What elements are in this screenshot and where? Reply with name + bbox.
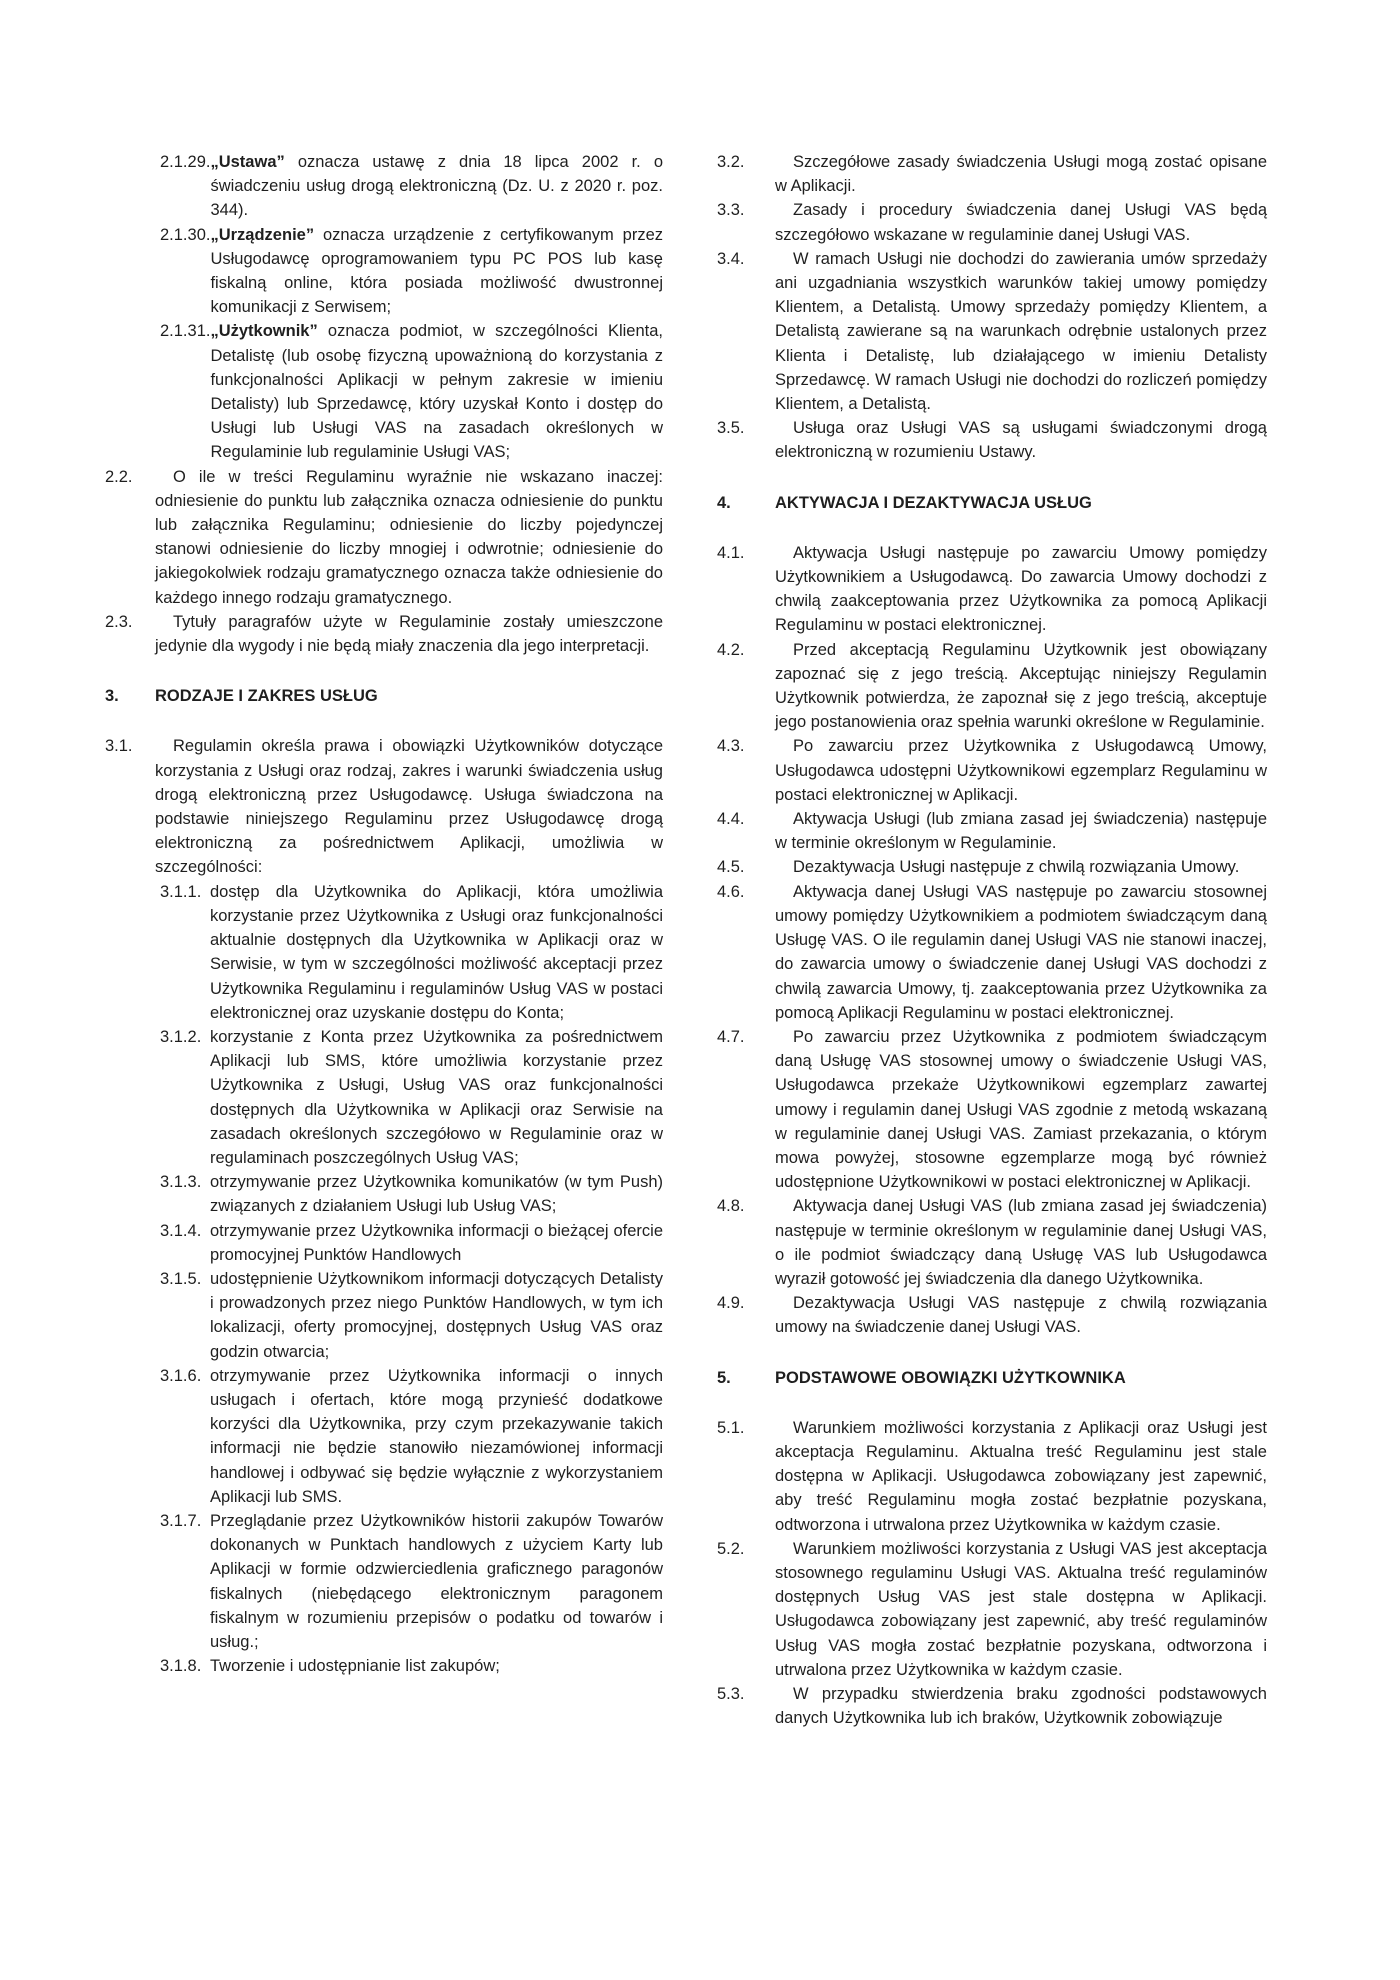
clause-number: 3.1.1. xyxy=(160,882,202,901)
section-heading-row xyxy=(105,684,663,708)
clause-number: 4.8. xyxy=(717,1197,745,1216)
clause-text: O ile w treści Regulaminu wyraźnie nie wskazano inaczej: odniesienie do punktu lub załącznika oznacza odniesienie do punktu lub załącznika Regulaminu; odniesienie do liczby pojedynczej stanowi odniesienie do liczby mnogiej i odwrotnie; odniesienie do jakiegokolwiek rodzaju gramatycznego oznacza także odniesienie do każdego innego rodzaju gramatycznego. xyxy=(155,467,663,607)
clause-row xyxy=(717,1025,1267,1194)
clause-text: W ramach Usługi nie dochodzi do zawierania umów sprzedaży ani uzgadniania wszystkich warunków takiej umowy pomiędzy Klientem, a Detalistą. Umowy sprzedaży pomiędzy Klientem, a Detalistą zawierane są na warunkach odrębnie ustalonych przez Klienta i Detalistę, lub działającego w imieniu Detalisty Sprzedawcę. W ramach Usługi nie dochodzi do rozliczeń pomiędzy Klientem, a Detalistą. xyxy=(775,249,1267,414)
clause-row xyxy=(717,198,1267,246)
clause-row xyxy=(717,734,1267,807)
clause-text: Dezaktywacja Usługi następuje z chwilą rozwiązania Umowy. xyxy=(793,858,1240,877)
clause-text: „Użytkownik” oznacza podmiot, w szczególności Klienta, Detalistę (lub osobę fizyczną upoważnioną do korzystania z funkcjonalności Aplikacji w pełnym zakresie w imieniu Detalisty) lub Sprzedawcę, który uzyskał Konto i dostęp do Usługi lub Usługi VAS na zasadach określonych w Regulaminie lub regulaminie Usługi VAS; xyxy=(210,322,663,462)
clause-text: korzystanie z Konta przez Użytkownika za pośrednictwem Aplikacji lub SMS, które umożliwia korzystanie przez Użytkownika z Usługi, Usług VAS oraz funkcjonalności dostępnych dla Użytkownika w Aplikacji oraz Serwisie na zasadach określonych szczegółowo w Regulaminie oraz w regulaminach poszczególnych Usług VAS; xyxy=(210,1027,663,1167)
section-heading-row xyxy=(717,491,1267,515)
clause-number: 3.1.4. xyxy=(160,1221,202,1240)
clause-row xyxy=(160,1364,663,1509)
clause-row xyxy=(160,150,663,223)
clause-number: 2.2. xyxy=(105,467,133,486)
clause-text: W przypadku stwierdzenia braku zgodności podstawowych danych Użytkownika lub ich braków, Użytkownik zobowiązuje xyxy=(775,1684,1267,1728)
clause-number: 3.2. xyxy=(717,153,745,171)
clause-number: 5.2. xyxy=(717,1539,745,1558)
clause-number: 3.1.2. xyxy=(160,1027,202,1046)
clause-row xyxy=(160,1219,663,1267)
clause-number: 4.6. xyxy=(717,882,745,901)
clause-number: 4.5. xyxy=(717,858,745,877)
clause-text: Warunkiem możliwości korzystania z Aplikacji oraz Usługi jest akceptacja Regulaminu. Aktualna treść Regulaminu jest stale dostępna w Aplikacji. Usługodawca zobowiązany jest zapewnić, aby treść Regulaminu mogła zostać bezpłatnie pozyskana, odtworzona i utrwalona przez Użytkownika w każdym czasie. xyxy=(775,1418,1267,1534)
clause-number: 3.4. xyxy=(717,249,745,268)
clause-number: 2.1.29. xyxy=(160,153,211,171)
clause-row xyxy=(717,1682,1267,1730)
clause-text: Dezaktywacja Usługi VAS następuje z chwilą rozwiązania umowy na świadczenie danej Usługi VAS. xyxy=(775,1294,1267,1337)
clause-row xyxy=(105,734,663,879)
clause-number: 5.3. xyxy=(717,1684,745,1703)
clause-text: Warunkiem możliwości korzystania z Usługi VAS jest akceptacja stosownego regulaminu Usługi VAS. Aktualna treść regulaminów dostępnych Usług VAS jest stale dostępna w Aplikacji. Usługodawca zobowiązany jest zapewnić, aby treść regulaminów Usług VAS mogła zostać bezpłatnie pozyskana, odtworzona i utrwalona przez Użytkownika w każdym czasie. xyxy=(775,1539,1267,1679)
clause-row xyxy=(717,880,1267,1025)
clause-row xyxy=(160,223,663,320)
clause-text: Po zawarciu przez Użytkownika z Usługodawcą Umowy, Usługodawca udostępni Użytkownikowi egzemplarz Regulaminu w postaci elektronicznej w Aplikacji. xyxy=(775,737,1267,804)
clause-row xyxy=(717,150,1267,198)
clause-text: „Urządzenie” oznacza urządzenie z certyfikowanym przez Usługodawcę oprogramowaniem typu PC POS lub kasę fiskalną online, która posiada możliwość dwustronnej komunikacji z Serwisem; xyxy=(210,225,663,317)
clause-text: Przed akceptacją Regulaminu Użytkownik jest obowiązany zapoznać się z jego treścią. Akceptując niniejszy Regulamin Użytkownik potwierdza, że zapoznał się z jego treścią, akceptuje jego postanowienia oraz spełnia warunki określone w Regulaminie. xyxy=(775,640,1267,732)
clause-number: 3.1.6. xyxy=(160,1366,202,1385)
section-number: 5. xyxy=(717,1368,731,1387)
clause-text: Aktywacja Usługi następuje po zawarciu Umowy pomiędzy Użytkownikiem a Usługodawcą. Do zawarcia Umowy dochodzi z chwilą zaakceptowania przez Użytkownika za pomocą Aplikacji Regulaminu w postaci elektronicznej. xyxy=(775,543,1267,635)
clause-text: Regulamin określa prawa i obowiązki Użytkowników dotyczące korzystania z Usługi oraz rodzaj, zakres i warunki świadczenia usług drogą elektroniczną przez Usługodawcę. Usługa świadczona na podstawie niniejszego Regulaminu przez Usługodawcę drogą elektroniczną za pośrednictwem Aplikacji, umożliwia w szczególności: xyxy=(155,737,663,877)
clause-row xyxy=(717,1537,1267,1682)
clause-row xyxy=(160,1509,663,1654)
clause-number: 2.1.31. xyxy=(160,322,211,341)
clause-number: 3.3. xyxy=(717,201,745,220)
section-number: 4. xyxy=(717,493,731,512)
clause-number: 3.5. xyxy=(717,419,745,438)
clause-text: Tytuły paragrafów użyte w Regulaminie zostały umieszczone jedynie dla wygody i nie będą miały znaczenia dla jego interpretacji. xyxy=(155,612,663,656)
clause-row xyxy=(717,807,1267,855)
clause-text: udostępnienie Użytkownikom informacji dotyczących Detalisty i prowadzonych przez niego Punktów Handlowych, w tym ich lokalizacji, oferty promocyjnej, dostępnych Usług VAS oraz godzin otwarcia; xyxy=(210,1269,663,1361)
clause-text: otrzymywanie przez Użytkownika informacji o bieżącej ofercie promocyjnej Punktów Handlowych xyxy=(210,1221,663,1264)
clause-number: 3.1.3. xyxy=(160,1173,202,1192)
clause-text: Po zawarciu przez Użytkownika z podmiotem świadczącym daną Usługę VAS stosownej umowy o świadczenie Usługi VAS, Usługodawca przekaże Użytkownikowi egzemplarz zawartej umowy i regulamin danej Usługi VAS zgodnie z metodą wskazaną w regulaminie danej Usługi VAS. Zamiast przekazania, o którym mowa powyżej, stosowne egzemplarze mogą być również udostępnione Użytkownikowi w postaci elektronicznej w Aplikacji. xyxy=(775,1027,1267,1192)
clause-text: Aktywacja Usługi (lub zmiana zasad jej świadczenia) następuje w terminie określonym w Regulaminie. xyxy=(775,810,1267,853)
clause-row xyxy=(717,541,1267,638)
section-heading: RODZAJE I ZAKRES USŁUG xyxy=(155,687,378,706)
clause-text: Szczegółowe zasady świadczenia Usługi mogą zostać opisane w Aplikacji. xyxy=(775,153,1267,196)
clause-text: „Ustawa” oznacza ustawę z dnia 18 lipca 2002 r. o świadczeniu usług drogą elektroniczną (Dz. U. z 2020 r. poz. 344). xyxy=(210,153,663,220)
clause-number: 4.9. xyxy=(717,1294,745,1313)
clause-number: 3.1. xyxy=(105,737,133,756)
clause-row xyxy=(105,465,663,610)
defined-term: „Ustawa” xyxy=(210,153,285,171)
clause-row xyxy=(160,1267,663,1364)
clause-number: 4.4. xyxy=(717,810,745,829)
clause-row xyxy=(717,416,1267,464)
clause-row xyxy=(160,880,663,1025)
clause-text: Tworzenie i udostępnianie list zakupów; xyxy=(210,1657,500,1676)
defined-term: „Użytkownik” xyxy=(210,322,318,341)
clause-text: Aktywacja danej Usługi VAS następuje po zawarciu stosownej umowy pomiędzy Użytkownikiem a podmiotem świadczącym daną Usługę VAS. O ile regulamin danej Usługi VAS nie stanowi inaczej, do zawarcia umowy o świadczenie danej Usługi VAS dochodzi z chwilą zawarcia Umowy, tj. zaakceptowania przez Użytkownika za pomocą Aplikacji Regulaminu w postaci elektronicznej. xyxy=(775,882,1267,1022)
column-right xyxy=(717,150,1267,1730)
clause-row xyxy=(160,1025,663,1170)
clause-text: Zasady i procedury świadczenia danej Usługi VAS będą szczegółowo wskazane w regulaminie danej Usługi VAS. xyxy=(775,201,1267,244)
clause-number: 3.1.5. xyxy=(160,1269,202,1288)
clause-number: 2.1.30. xyxy=(160,225,211,244)
clause-row xyxy=(160,1170,663,1218)
clause-number: 4.7. xyxy=(717,1027,745,1046)
clause-text: otrzymywanie przez Użytkownika informacji o innych usługach i ofertach, które mogą przynieść dodatkowe korzyści dla Użytkownika, przy czym przekazywanie takich informacji nie będzie stanowiło niezamówionej informacji handlowej i odbywać się będzie wyłącznie z wykorzystaniem Aplikacji lub SMS. xyxy=(210,1366,663,1506)
clause-row xyxy=(717,855,1267,879)
column-left xyxy=(105,150,663,1678)
clause-row xyxy=(105,610,663,658)
clause-text: Aktywacja danej Usługi VAS (lub zmiana zasad jej świadczenia) następuje w terminie określonym w regulaminie danej Usługi VAS, o ile podmiot świadczący daną Usługę VAS lub Usługodawca wyraził gotowość jej świadczenia dla danego Użytkownika. xyxy=(775,1197,1267,1288)
clause-number: 4.1. xyxy=(717,543,745,562)
clause-row xyxy=(160,319,663,464)
section-heading: PODSTAWOWE OBOWIĄZKI UŻYTKOWNIKA xyxy=(775,1368,1126,1387)
clause-number: 3.1.8. xyxy=(160,1657,202,1676)
clause-row xyxy=(160,1654,663,1678)
clause-row xyxy=(717,1291,1267,1339)
section-heading-row xyxy=(717,1366,1267,1390)
clause-text: Przeglądanie przez Użytkowników historii zakupów Towarów dokonanych w Punktach handlowych z użyciem Karty lub Aplikacji w formie odzwierciedlenia graficznego paragonów fiskalnych (niebędącego elektronicznym paragonem fiskalnym w rozumieniu przepisów o podatku od towarów i usług.; xyxy=(210,1511,663,1651)
clause-row xyxy=(717,247,1267,416)
clause-number: 4.2. xyxy=(717,640,745,659)
clause-number: 4.3. xyxy=(717,737,745,756)
section-number: 3. xyxy=(105,687,119,706)
clause-text: otrzymywanie przez Użytkownika komunikatów (w tym Push) związanych z działaniem Usługi lub Usług VAS; xyxy=(210,1173,663,1216)
clause-text: dostęp dla Użytkownika do Aplikacji, która umożliwia korzystanie przez Użytkownika z Usługi oraz funkcjonalności aktualnie dostępnych dla Użytkownika w Aplikacji oraz w Serwisie, w tym w szczególności możliwość akceptacji przez Użytkownika Regulaminu i regulaminów Usług VAS w postaci elektronicznej oraz uzyskanie dostępu do Konta; xyxy=(210,882,663,1022)
clause-row xyxy=(717,1416,1267,1537)
clause-text: Usługa oraz Usługi VAS są usługami świadczonymi drogą elektroniczną w rozumieniu Ustawy. xyxy=(775,419,1267,462)
clause-row xyxy=(717,638,1267,735)
section-heading: AKTYWACJA I DEZAKTYWACJA USŁUG xyxy=(775,493,1092,512)
defined-term: „Urządzenie” xyxy=(210,225,315,244)
clause-number: 2.3. xyxy=(105,612,133,631)
clause-number: 5.1. xyxy=(717,1418,745,1437)
clause-row xyxy=(717,1194,1267,1291)
clause-number: 3.1.7. xyxy=(160,1511,202,1530)
